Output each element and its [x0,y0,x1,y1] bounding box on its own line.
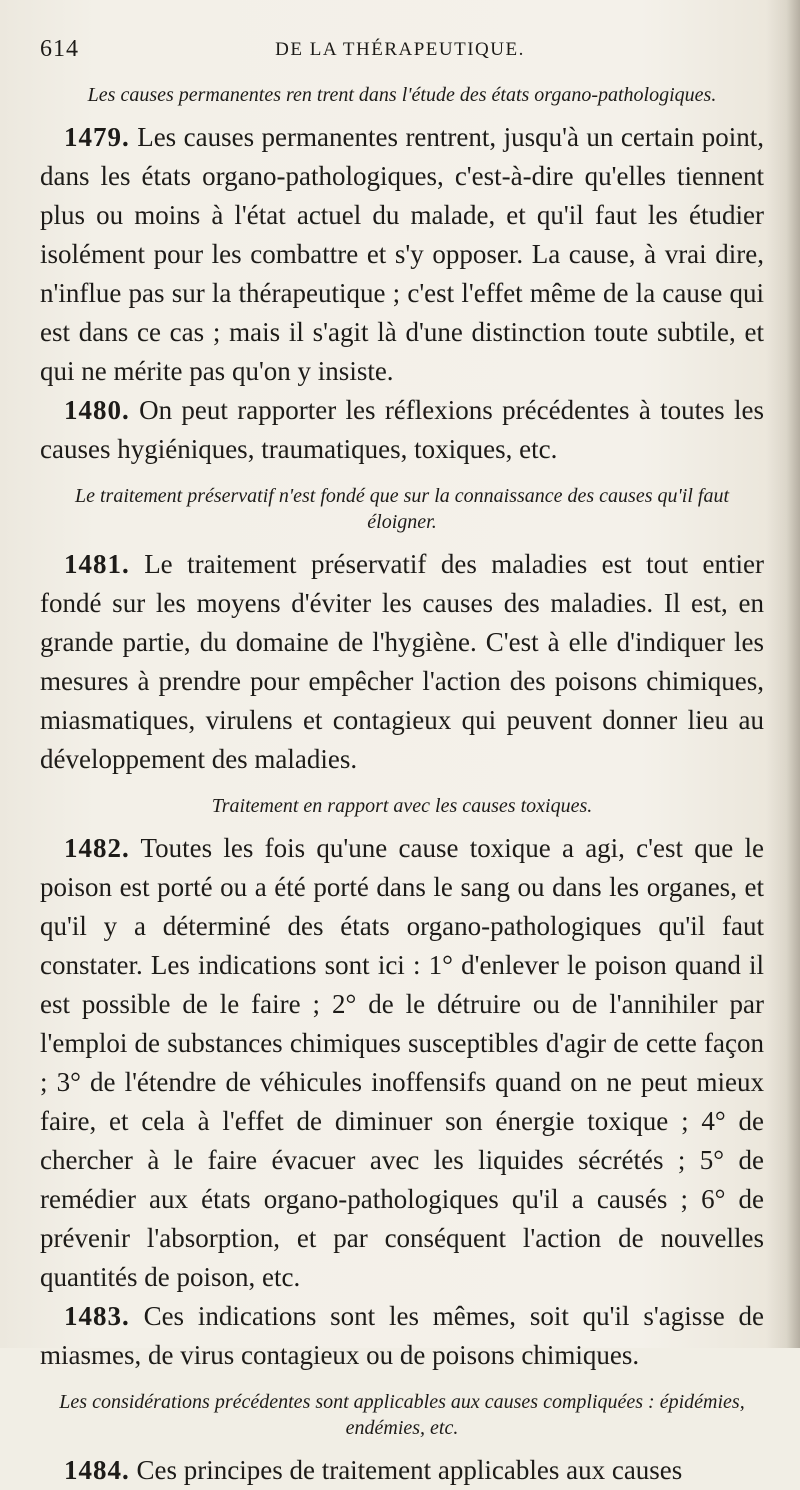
paragraph-text: On peut rapporter les réflexions précédentes à toutes les causes hygiéniques, traumatiques, toxiques, etc. [40,395,765,464]
section-subhead: Les considérations précédentes sont applicables aux causes compliquées : épidémies, endémies, etc. [59,1391,745,1439]
paragraph-number: 1481. [64,549,130,579]
paragraph-number: 1479. [64,122,130,152]
paragraph-1483 [40,1297,764,1375]
page-header [40,36,760,70]
section-subhead: Les causes permanentes ren trent dans l'étude des états organo-pathologiques. [87,84,717,106]
paragraph-1482 [40,829,764,1297]
paragraph-text: Ces principes de traitement applicables aux causes [136,1455,683,1485]
paragraph-text: Ces indications sont les mêmes, soit qu'il s'agisse de miasmes, de virus contagieux ou de poisons chimiques. [40,1301,764,1370]
paragraph-number: 1482. [64,833,130,863]
paragraph-number: 1483. [64,1301,130,1331]
paragraph-number: 1484. [64,1455,130,1485]
paragraph-1481 [40,545,764,779]
section-subhead: Le traitement préservatif n'est fondé que sur la connaissance des causes qu'il faut éloigner. [74,485,730,533]
page-body [40,82,764,1490]
paragraph-text: Les causes permanentes rentrent, jusqu'à un certain point, dans les états organo-pathologiques, c'est-à-dire qu'elles tiennent plus ou moins à l'état actuel du malade, et qu'il faut les étudier isolément pour les combattre et s'y opposer. La cause, à vrai dire, n'influe pas sur la thérapeutique ; c'est l'effet même de la cause qui est dans ce cas ; mais il s'agit là d'une distinction toute subtile, et qui ne mérite pas qu'on y insiste. [40,122,764,386]
paragraph-1480 [40,391,764,469]
paragraph-number: 1480. [64,395,130,425]
paragraph-text: Toutes les fois qu'une cause toxique a agi, c'est que le poison est porté ou a été porté dans le sang ou dans les organes, et qu'il y a déterminé des états organo-pathologiques qu'il faut constater. Les indications sont ici : 1° d'enlever le poison quand il est possible de le faire ; 2° de le détruire ou de l'annihiler par l'emploi de substances chimiques susceptibles d'agir de cette façon ; 3° de l'étendre de véhicules inoffensifs quand on ne peut mieux faire, et cela à l'effet de diminuer son énergie toxique ; 4° de chercher à le faire évacuer avec les liquides sécrétés ; 5° de remédier aux états organo-pathologiques qu'il a causés ; 6° de prévenir l'absorption, et par conséquent l'action de nouvelles quantités de poison, etc. [40,833,765,1292]
running-title: DE LA THÉRAPEUTIQUE. [275,39,525,60]
page-number: 614 [40,36,79,62]
paragraph-1479 [40,118,764,391]
page-edge-shadow [766,0,800,1348]
section-subhead: Traitement en rapport avec les causes toxiques. [211,795,593,817]
paragraph-text: Le traitement préservatif des maladies est tout entier fondé sur les moyens d'éviter les causes des maladies. Il est, en grande partie, du domaine de l'hygiène. C'est à elle d'indiquer les mesures à prendre pour empêcher l'action des poisons chimiques, miasmatiques, virulens et contagieux qui peuvent donner lieu au développement des maladies. [40,549,764,774]
paragraph-1484 [40,1451,764,1490]
